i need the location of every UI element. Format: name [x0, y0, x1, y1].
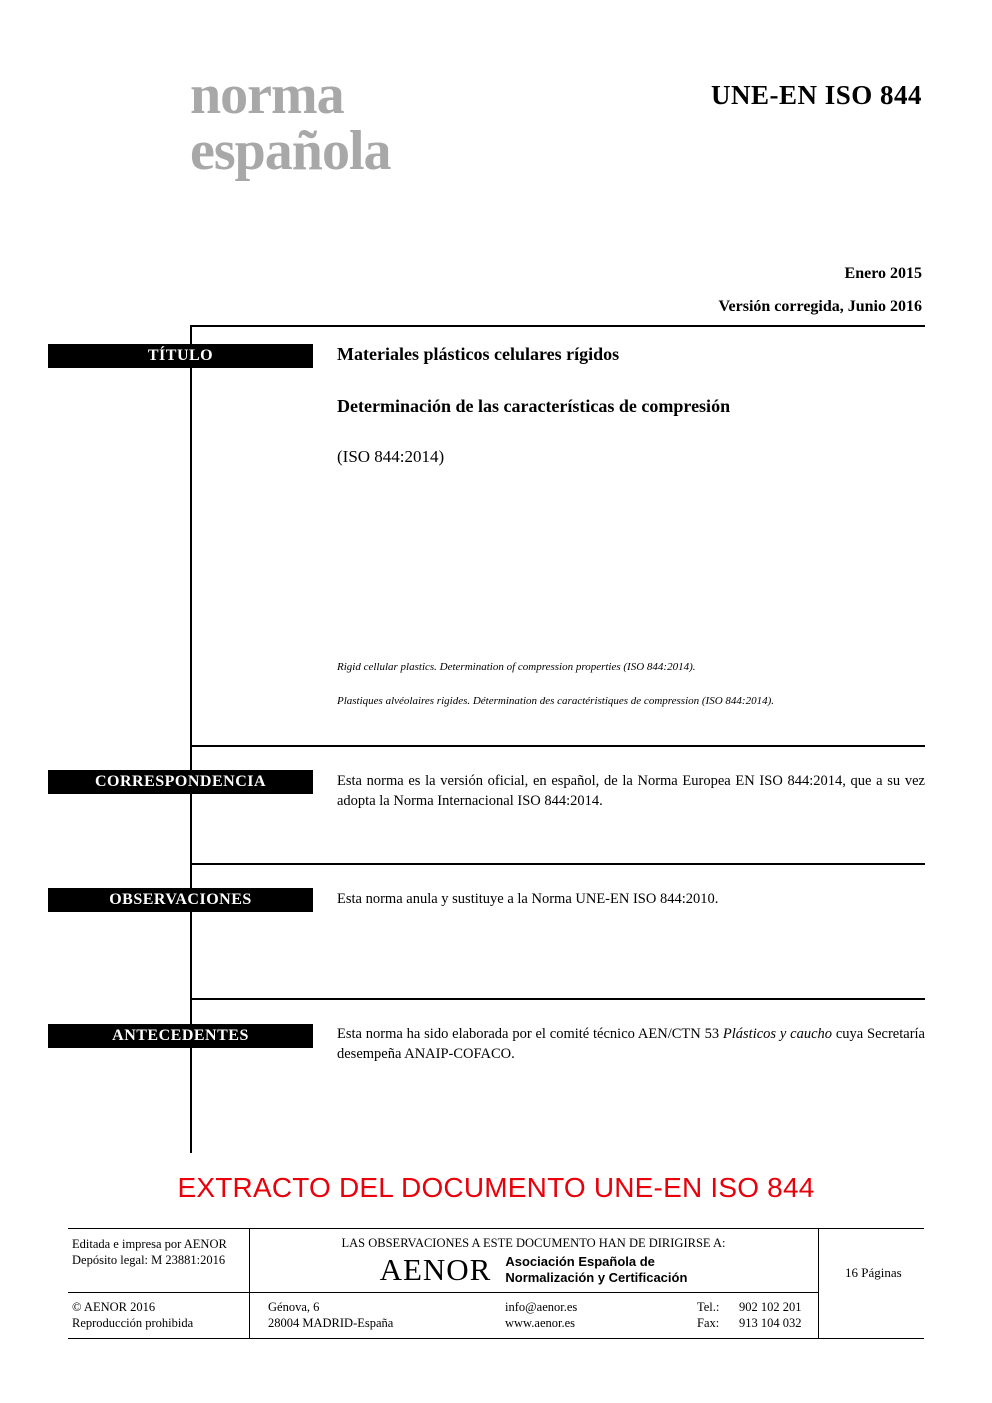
frame-vline-correspondencia [190, 745, 192, 863]
footer-website[interactable]: www.aenor.es [505, 1316, 576, 1331]
frame-vline-titulo [190, 325, 192, 745]
section-label-titulo: TÍTULO [48, 344, 313, 368]
footer-address [268, 1299, 393, 1332]
title-iso-reference: (ISO 844:2014) [337, 447, 445, 466]
frame-hline-observaciones [190, 863, 925, 865]
logo-line-espanola: española [190, 119, 391, 182]
antecedentes-text-part1: Esta norma ha sido elaborada por el comité técnico AEN/CTN 53 [337, 1026, 723, 1042]
footer-address-line2: 28004 MADRID-España [268, 1316, 394, 1331]
footer-fax-row [697, 1315, 802, 1331]
frame-hline-antecedentes [190, 998, 925, 1000]
footer-editor-line2: Depósito legal: M 23881:2016 [72, 1253, 226, 1268]
antecedentes-committee-name: Plásticos y caucho [722, 1026, 833, 1042]
frame-vline-observaciones [190, 863, 192, 998]
title-translation-english: Rigid cellular plastics. Determination of compression properties (ISO 844:2014). [337, 661, 696, 673]
footer-divider-right [818, 1228, 819, 1338]
footer-page-count: 16 Páginas [845, 1265, 902, 1280]
aenor-tagline [505, 1254, 687, 1287]
footer-web-contact [505, 1299, 577, 1332]
footer-rule-top [68, 1228, 924, 1229]
footer-copyright-line1: © AENOR 2016 [72, 1300, 156, 1314]
aenor-wordmark: AENOR [379, 1252, 492, 1287]
footer-rule-contact [249, 1292, 818, 1293]
logo-line-norma: norma [190, 64, 344, 126]
footer-copyright-info [72, 1299, 247, 1332]
footer-rule-bottom [68, 1338, 924, 1339]
antecedentes-text-part2: cuya Secretaría desempeña ANAIP-COFACO. [337, 1026, 925, 1062]
footer-copyright-line2: Reproducción prohibida [72, 1316, 194, 1331]
section-label-antecedentes: ANTECEDENTES [48, 1024, 313, 1048]
standard-code: UNE-EN ISO 844 [710, 80, 922, 110]
footer-tel-row [697, 1299, 802, 1315]
frame-vline-antecedentes [190, 998, 192, 1153]
observaciones-text: Esta norma anula y sustituye a la Norma UNE-EN ISO 844:2010. [337, 891, 719, 907]
revision-date: Versión corregida, Junio 2016 [718, 298, 922, 315]
aenor-tagline-line2: Normalización y Certificación [505, 1270, 688, 1285]
footer-phone-contact [697, 1299, 802, 1332]
footer-rule-editor [68, 1292, 249, 1293]
norma-espanola-logo [190, 64, 391, 182]
footer-observations-notice: LAS OBSERVACIONES A ESTE DOCUMENTO HAN DE DIRIGIRSE A: [341, 1236, 726, 1250]
footer-tel-label: Tel.: [697, 1300, 720, 1314]
correspondencia-text: Esta norma es la versión oficial, en español, de la Norma Europea EN ISO 844:2014, que a su vez adopta la Norma Internacional ISO 844:2014. [337, 773, 925, 809]
aenor-tagline-line1: Asociación Española de [505, 1253, 655, 1269]
footer-fax-label: Fax: [697, 1316, 720, 1331]
footer-tel-value: 902 102 201 [739, 1300, 802, 1314]
title-line-1: Materiales plásticos celulares rígidos [337, 344, 620, 364]
title-line-2: Determinación de las características de compresión [337, 396, 731, 416]
extract-banner: EXTRACTO DEL DOCUMENTO UNE-EN ISO 844 [177, 1172, 815, 1203]
footer-editor-line1: Editada e impresa por AENOR [72, 1237, 227, 1251]
footer-email[interactable]: info@aenor.es [505, 1300, 578, 1314]
footer-editor-info [72, 1236, 247, 1269]
title-translation-french: Plastiques alvéolaires rigides. Détermination des caractéristiques de compression (ISO 844:2014). [337, 695, 774, 707]
publication-date: Enero 2015 [844, 265, 922, 282]
section-label-correspondencia: CORRESPONDENCIA [48, 770, 313, 794]
frame-hline-correspondencia [190, 745, 925, 747]
section-label-observaciones: OBSERVACIONES [48, 888, 313, 912]
antecedentes-text [337, 1025, 925, 1064]
aenor-logo-block [249, 1252, 818, 1288]
footer-fax-value: 913 104 032 [739, 1316, 802, 1331]
frame-hline-top [190, 325, 925, 327]
footer-address-line1: Génova, 6 [268, 1300, 320, 1314]
